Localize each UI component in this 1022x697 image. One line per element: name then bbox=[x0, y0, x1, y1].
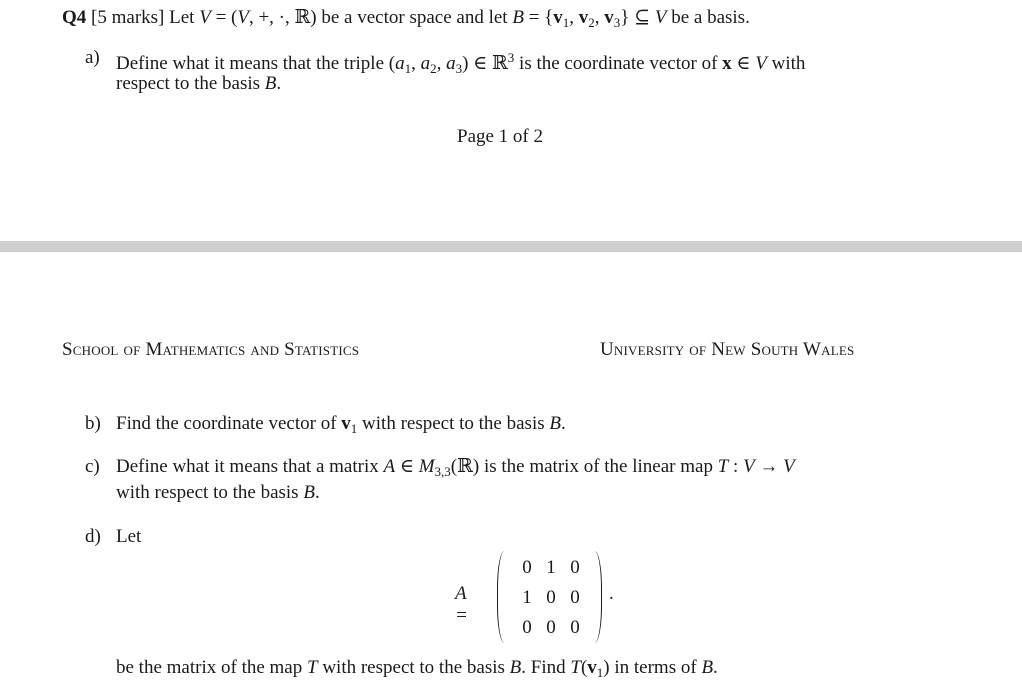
part-d-final bbox=[116, 656, 718, 685]
text: , bbox=[411, 53, 421, 74]
math-var: B bbox=[549, 413, 561, 434]
part-c-line2 bbox=[116, 481, 320, 505]
text: ( bbox=[580, 657, 588, 678]
math-var: B bbox=[264, 73, 277, 94]
text: with respect to the basis bbox=[317, 657, 510, 678]
math-var: V bbox=[199, 7, 211, 28]
text: is the coordinate vector of bbox=[514, 53, 723, 74]
text: . bbox=[276, 73, 282, 94]
math-var: B bbox=[509, 657, 522, 678]
matrix-entry: 0 bbox=[570, 587, 580, 608]
part-c-line1 bbox=[116, 455, 795, 484]
matrix-period: . bbox=[609, 583, 614, 604]
text: = ( bbox=[210, 7, 238, 28]
math-var: M bbox=[418, 456, 435, 477]
math-var: V bbox=[654, 7, 667, 28]
math-var: T bbox=[570, 657, 581, 678]
text: . bbox=[713, 657, 718, 678]
math-var: a bbox=[395, 53, 405, 74]
subscript: 3,3 bbox=[434, 464, 451, 479]
part-d-let: Let bbox=[116, 526, 142, 547]
math-var: B bbox=[303, 482, 315, 503]
question-marks: [5 marks] bbox=[91, 7, 165, 28]
text: , bbox=[569, 7, 579, 28]
right-paren bbox=[587, 551, 602, 643]
text: . bbox=[314, 482, 320, 503]
part-a-line2 bbox=[116, 72, 281, 96]
text: (ℝ) is the matrix of the linear map bbox=[450, 456, 718, 477]
text: ) ∈ ℝ bbox=[462, 53, 508, 74]
text: Find the coordinate vector of bbox=[116, 413, 342, 434]
superscript: 3 bbox=[507, 50, 515, 65]
text: , +, ·, ℝ) be a vector space and let bbox=[248, 7, 508, 28]
text: Define what it means that the triple ( bbox=[116, 53, 396, 74]
text: Let bbox=[169, 7, 195, 28]
matrix-lhs: A = bbox=[455, 583, 468, 626]
left-paren bbox=[497, 551, 512, 643]
text: : bbox=[728, 456, 744, 477]
math-vector: x bbox=[722, 53, 732, 74]
math-var: V bbox=[743, 456, 755, 477]
math-vector: v bbox=[341, 413, 351, 434]
text: ) in terms of bbox=[603, 657, 702, 678]
math-var: a bbox=[446, 53, 456, 74]
subscript: 2 bbox=[588, 15, 595, 30]
page-number: Page 1 of 2 bbox=[457, 126, 544, 147]
text: be a basis. bbox=[671, 7, 750, 28]
text: with respect to the basis bbox=[357, 413, 550, 434]
matrix-entry: 0 bbox=[546, 617, 556, 638]
question-q4-statement bbox=[62, 6, 750, 35]
math-var: T bbox=[307, 657, 318, 678]
text: be the matrix of the map bbox=[116, 657, 307, 678]
part-d-label: d) bbox=[85, 526, 101, 547]
matrix-entry: 0 bbox=[522, 557, 532, 578]
math-vector: v bbox=[587, 657, 597, 678]
math-var: A bbox=[383, 456, 396, 477]
part-a-label: a) bbox=[85, 47, 100, 68]
text: respect to the basis bbox=[116, 73, 265, 94]
text: ∈ bbox=[395, 456, 419, 477]
math-vector: v bbox=[553, 7, 563, 28]
header-school: School of Mathematics and Statistics bbox=[62, 339, 360, 360]
matrix-entry: 1 bbox=[522, 587, 532, 608]
matrix-entry: 0 bbox=[522, 617, 532, 638]
subscript: 3 bbox=[613, 15, 621, 30]
text: = { bbox=[523, 7, 554, 28]
page-divider bbox=[0, 241, 1022, 252]
text: → bbox=[754, 456, 784, 477]
math-var: V bbox=[783, 456, 795, 477]
part-b-text bbox=[116, 412, 566, 441]
matrix-entries bbox=[515, 553, 587, 643]
matrix-entry: 0 bbox=[546, 587, 556, 608]
math-var: B bbox=[701, 657, 714, 678]
matrix-entry: 1 bbox=[546, 557, 556, 578]
part-c-label: c) bbox=[85, 456, 100, 477]
part-b-label: b) bbox=[85, 413, 101, 434]
subscript: 1 bbox=[596, 665, 604, 680]
text: ∈ bbox=[731, 53, 756, 74]
text: . Find bbox=[521, 657, 571, 678]
question-number: Q4 bbox=[62, 7, 87, 28]
math-var: V bbox=[755, 53, 767, 74]
subscript: 1 bbox=[404, 61, 412, 76]
math-var: B bbox=[512, 7, 524, 28]
text: , bbox=[594, 7, 605, 28]
math-vector: v bbox=[578, 7, 589, 28]
text: with bbox=[766, 53, 806, 74]
subscript: 1 bbox=[562, 15, 570, 30]
math-var: T bbox=[717, 456, 729, 477]
math-vector: v bbox=[604, 7, 614, 28]
subscript: 3 bbox=[455, 61, 463, 76]
text: with respect to the basis bbox=[116, 482, 304, 503]
text: . bbox=[560, 413, 566, 434]
text: , bbox=[436, 53, 447, 74]
matrix-entry: 0 bbox=[570, 617, 580, 638]
subscript: 1 bbox=[350, 421, 358, 436]
subscript: 2 bbox=[430, 61, 437, 76]
math-var: V bbox=[237, 7, 249, 28]
text: } ⊆ bbox=[620, 7, 651, 28]
matrix-entry: 0 bbox=[570, 557, 580, 578]
math-var: a bbox=[420, 53, 431, 74]
text: Define what it means that a matrix bbox=[116, 456, 384, 477]
header-university: University of New South Wales bbox=[600, 339, 855, 360]
